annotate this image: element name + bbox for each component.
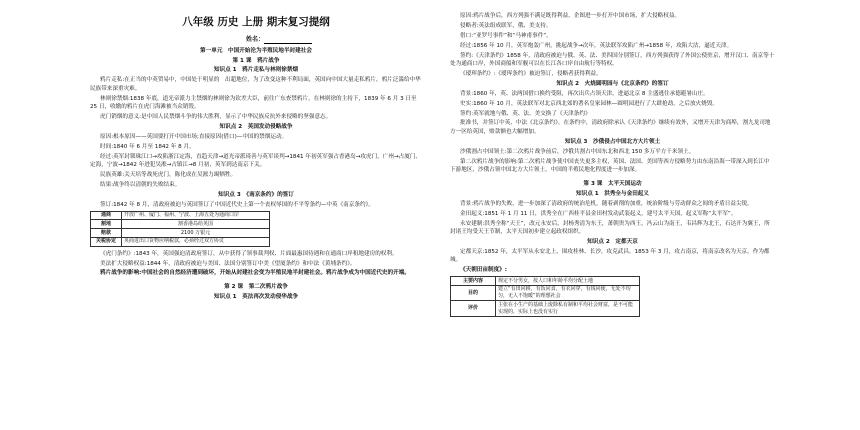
lesson-1-kp2: 知识点 2 英国发动侵略战争 [219,124,293,131]
paragraph: 经过:英军封锁珠江口→攻陷浙江定海，直趋天津→道光帝派琦善与英军谈判→1841 年初英军强占香港岛→攻虎门，广州→占厦门、定海，宁波→1842 年进犯吴淞→占镇江→8 月初，英军到达南京下关。 [90,153,422,169]
paragraph: 史实:1860 年 10 月，英法联军对北京西北郊的著名皇家园林—圆明园进行了大肆抢劫，之后放火烧毁。 [460,100,718,107]
table-key: 通商 [91,211,122,220]
table-row [91,229,270,238]
lesson-1-kp1: 知识点 1 鸦片走私与林则徐禁烟 [213,67,299,74]
paragraph: 原因:鸦片战争后，西方列强不满足既得利益，企图进一步打开中国市场，扩大侵略权益。 [460,13,681,19]
paragraph: 批准书，并签订中英、中法《北京条约》。在条约中，清政府除承认《天津条约》继续有效外，又增开天津为商埠，割九龙司地方一区给英国，赔款额也大幅增加。 [450,120,771,135]
lesson-2-heading: 第 2 课 第二次鸦片战争 [224,284,288,291]
name-field [90,35,422,44]
paragraph: 民族英雄:关天培等战死虎门，陈化成在吴淞力竭牺牲。 [100,172,237,179]
paragraph: 结果:战争终以清朝的失败结束。 [100,182,181,188]
paragraph: 金田起义:1851 年 1 月 11 日，洪秀全在广西桂平县金田村发动武装起义，建号太平天国，起义军称“太平军”。 [460,210,737,217]
paragraph: 时间:1840 年 6 月至 1842 年 8 月。 [100,143,195,150]
table-value: 主张在小生产的基础上废除私有制和平均社会财富，是不可能实现的，实际上也没有实行 [496,301,640,317]
paragraph: 虎门销烟的意义:是中国人民禁烟斗争的伟大胜利，显示了中华民族反抗外来侵略的坚强意志。 [100,114,332,121]
table-key: 赔款 [91,229,122,238]
right-column [450,12,775,319]
paragraph: 美法扩大侵略权益:1844 年，清政府被迫与美国、法国分别签订中美《望厦条约》和中法《黄埔条约》。 [100,260,356,267]
table-value: 开放广州、厦门、福州、宁波、上海五处为通商口岸 [122,211,270,220]
land-system-table [450,276,640,317]
table-value: 割香港岛给英国 [122,220,270,229]
paragraph: 定都天京:1852 年，太平军从永安北上，围攻桂林、长沙，攻克武昌。1853 年 3 月，攻占南京，将南京改名为天京，作为都城。 [450,248,770,264]
nanjing-treaty-table [90,211,270,247]
paragraph: 鸦片走私:在正当的中英贸易中，中国处于明显的 出超地位，为了改变这种不利局面，英国向中国大量走私鸦片，鸦片泛滥给中华民族带来深重灾难。 [90,77,421,92]
lesson-1-heading: 第 1 课 鸦片战争 [232,57,280,64]
paragraph: 经过:1856 年 10 月，英军炮轰广州，挑起战争→次年，英法联军攻陷广州→1858 年，攻陷大沽，逼近天津。 [460,42,733,49]
lesson-3-kp2: 知识点 2 定都天京 [587,238,638,245]
lesson-2-kp3: 知识点 3 沙俄侵占中国北方大片领土 [564,138,661,145]
table-row [91,237,270,246]
paragraph: 签约:《天津条约》1858 年，清政府被迫与俄、英、法、美四国分别签订，西方列强获得了外国公使驻京，增开汉口、南京等十处为通商口岸，外国商船和军舰可以在长江各口岸自由航行等特权。 [450,52,775,68]
table-row [451,301,640,317]
lesson-3-heading: 第 3 课 太平天国运动 [583,180,642,187]
paragraph: 《瑷珲条约》:《瑷珲条约》被迫签订，侵略者获得利益。 [460,70,602,77]
table-key: 目的 [451,285,496,301]
name-blank-line [264,37,312,44]
paragraph: 林则徐禁烟:1838 年底，道光帝派力主禁烟的林则徐为钦差大臣，前往广东查禁鸦片，在林则徐的主持下，1839 年 6 月 3 日至 25 日，收缴的鸦片在虎门海滩被当众销毁。 [90,95,417,111]
table-row [91,211,270,220]
paragraph: 沙俄割占中国领土:第二次鸦片战争前后，沙俄共割占中国东北和西北 150 多万平方千米领土。 [460,148,695,155]
lesson-2-kp1: 知识点 1 英法再次发动侵华战争 [213,294,299,301]
left-column [90,12,422,303]
paragraph: 《虎门条约》:1843 年，英国强迫清政府签订，从中获得了领事裁判权、片面最惠国待遇和在通商口岸租地建房的权利。 [100,250,398,257]
table-value: 2100 万银元 [122,229,270,238]
lesson-2-kp2: 知识点 2 火烧圆明园与《北京条约》的签订 [556,80,669,87]
paragraph: 永安建制:洪秀全称“天王”，改元永安后，封杨秀清为东王，萧朝贵为西王，冯云山为南王，韦昌辉为北王，石达开为翼王，所封诸王均受天王节制，太平天国初步建立起政权组织。 [450,220,770,236]
paragraph: 侵略者:英法组成联军，俄、美支持。 [460,22,552,29]
unit-heading: 第一单元 中国开始沦为半殖民地半封建社会 [200,47,312,54]
table-row [91,220,270,229]
table-key: 评价 [451,301,496,317]
paragraph: 第二次鸦片战争的影响:第二次鸦片战争使中国丧失更多主权，英国、法国、美国等西方侵略势力由东南沿海一带深入到长江中下游地区，沙俄占领中国北方大片领土。中国的半殖民地化程度进一步加深。 [450,158,770,174]
document-title: 八年级 历史 上册 期末复习提纲 [182,16,330,28]
table-key: 割地 [91,220,122,229]
paragraph: 签约:英军就地与俄、英、法、美交换了《天津条约》 [460,110,591,117]
table-value: 规定不分男女，按人口和年龄平均分配土地 [496,277,640,286]
paragraph: 《天朝田亩制度》: [460,267,507,274]
paragraph: 签订:1842 年 8 月，清政府被迫与英国签订了中国近代史上第一个丧权辱国的不平等条约—中英《南京条约》。 [100,201,374,208]
table-row [451,285,640,301]
table-row [451,277,640,286]
table-value: 英商进出口货物应纳税款，必须经过双方协议 [122,237,270,246]
lesson-3-kp1: 知识点 1 洪秀全与金田起义 [576,190,649,197]
table-key: 关税协定 [91,237,122,246]
lesson-1-kp3: 知识点 3 《南京条约》的签订 [218,191,294,198]
table-value: 建立“有田同耕，有饭同食，有衣同穿，有钱同使，无处不均匀，无人不饱暖”的理想社会 [496,285,640,301]
paragraph: 借口:“亚罗号事件”和“马神甫事件”。 [460,32,552,39]
paragraph: 背景:鸦片战争的失败，进一步加深了清政府的统治危机，随着剥削的加重，统治阶级与劳动群众之间的矛盾日益尖锐。 [460,200,753,207]
table-key: 主要内容 [451,277,496,286]
paragraph: 背景:1860 年，英、法两国借口换约受阻，再次出兵占领天津，进逼北京 8 主盛逃往承德避暑山庄。 [460,90,709,97]
paragraph: 原因:根本原因——英国要打开中国市场;直接原因(借口)—中国的禁烟运动。 [100,133,288,140]
name-label: 姓名： [245,35,264,43]
paragraph: 鸦片战争的影响:中国社会的自然经济遭到破坏，开始从封建社会变为半殖民地半封建社会。鸦片战争成为中国近代史的开端。 [100,270,410,277]
